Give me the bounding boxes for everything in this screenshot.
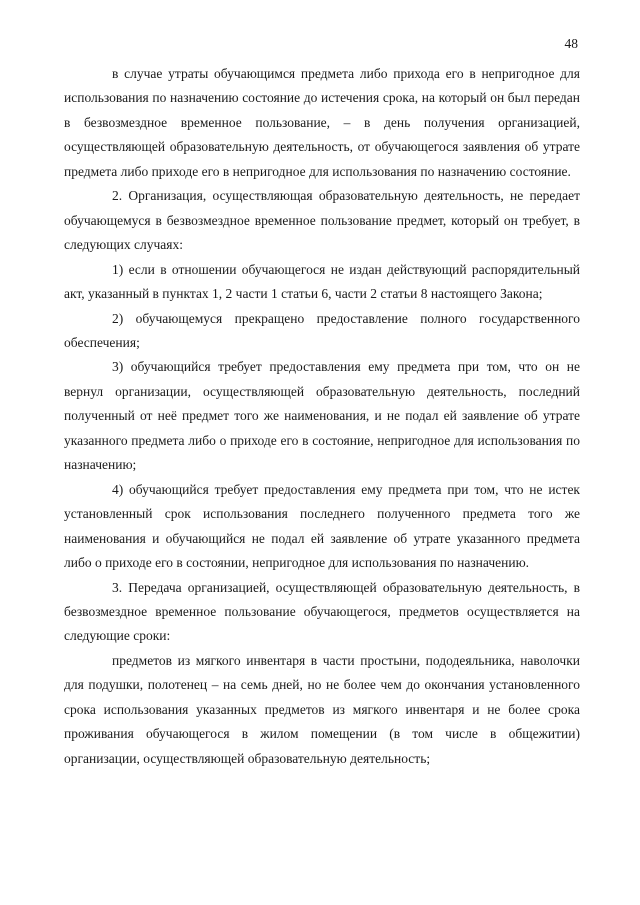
list-item-1: 1) если в отношении обучающегося не издан действующий распорядительный акт, указанный в пунктах 1, 2 части 1 статьи 6, части 2 статьи 8 настоящего Закона;: [64, 261, 580, 302]
paragraph-soft-inventory: предметов из мягкого инвентаря в части простыни, пододеяльника, наволочки для подушки, полотенец – на семь дней, но не более чем до окончания установленного срока использования указанных предметов из мягкого инвентаря и не более срока проживания обучающегося в жилом помещении (в том числе в общежитии) организации, осуществляющей образовательную деятельность;: [64, 652, 580, 766]
paragraph-section-3: 3. Передача организацией, осуществляющей образовательную деятельность, в безвозмездное временное пользование обучающегося, предметов осуществляется на следующие сроки:: [64, 579, 580, 644]
paragraph-section-2: 2. Организация, осуществляющая образовательную деятельность, не передает обучающемуся в безвозмездное временное пользование предмет, который он требует, в следующих случаях:: [64, 188, 580, 253]
paragraph-loss-clause: в случае утраты обучающимся предмета либо прихода его в непригодное для использования по назначению состояние до истечения срока, на который он был передан в безвозмездное временное пользование, – в день получения организацией, осуществляющей образовательную деятельность, от обучающегося заявления об утрате предмета либо приходе его в непригодное для использования по назначению состояние.: [64, 66, 580, 179]
list-item-4: 4) обучающийся требует предоставления ему предмета при том, что не истек установленный срок использования последнего полученного предмета того же наименования и обучающийся не подал ей заявление об утрате указанного предмета либо о приходе его в состоянии, непригодное для использования по назначению.: [64, 481, 580, 571]
list-item-3: 3) обучающийся требует предоставления ему предмета при том, что он не вернул организации, осуществляющей образовательную деятельность, последний полученный от неё предмет того же наименования, и не подал ей заявление об утрате указанного предмета либо о приходе его в состояние, непригодное для использования по назначению;: [64, 359, 580, 473]
page-number: 48: [564, 36, 578, 51]
document-body: [64, 62, 580, 771]
list-item-2: 2) обучающемуся прекращено предоставление полного государственного обеспечения;: [64, 310, 580, 350]
